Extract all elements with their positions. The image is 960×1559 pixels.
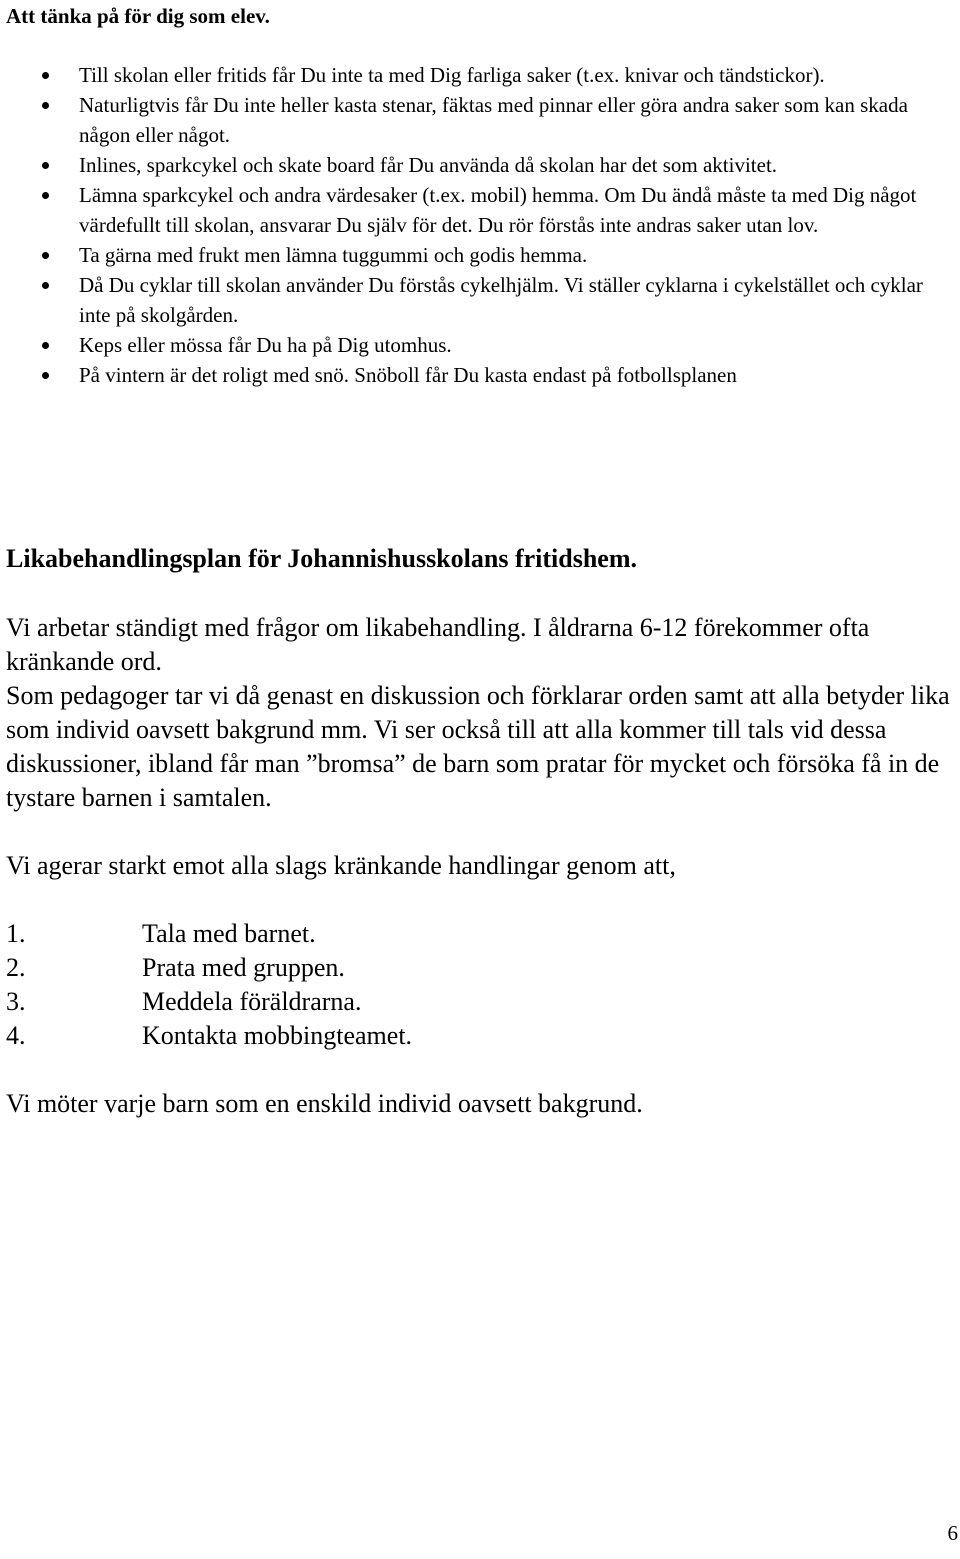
action-step bbox=[6, 951, 412, 985]
rule-item bbox=[0, 330, 950, 360]
paragraph-moter: Vi möter varje barn som en enskild individ oavsett bakgrund. bbox=[6, 1089, 643, 1118]
rule-item bbox=[0, 270, 950, 330]
rule-text: Då Du cyklar till skolan använder Du förstås cykelhjälm. Vi ställer cyklarna i cykelstället och cyklar inte på skolgården. bbox=[79, 273, 923, 327]
action-step bbox=[6, 917, 412, 951]
page-heading: Att tänka på för dig som elev. bbox=[6, 4, 270, 28]
rule-text: Ta gärna med frukt men lämna tuggummi och godis hemma. bbox=[79, 243, 588, 267]
rule-text: Keps eller mössa får Du ha på Dig utomhus. bbox=[79, 333, 452, 357]
step-number: 1. bbox=[6, 919, 26, 948]
rule-text: Naturligtvis får Du inte heller kasta stenar, fäktas med pinnar eller göra andra saker som kan skada någon eller något. bbox=[79, 93, 908, 147]
step-number: 4. bbox=[6, 1021, 26, 1050]
step-number: 2. bbox=[6, 953, 26, 982]
rule-item bbox=[0, 60, 950, 90]
bullet-icon bbox=[42, 252, 49, 259]
action-steps-list bbox=[6, 917, 412, 1053]
step-text: Meddela föräldrarna. bbox=[142, 987, 362, 1016]
bullet-icon bbox=[42, 102, 49, 109]
action-step bbox=[6, 985, 412, 1019]
paragraph-pedagoger: Som pedagoger tar vi då genast en diskussion och förklarar orden samt att alla betyder lika som individ oavsett bakgrund mm. Vi ser också till att alla kommer till tals vid dessa diskussioner, ibland får man ”bromsa” de barn som pratar för mycket och försöka få in de tystare barnen i samtalen. bbox=[6, 681, 950, 812]
rule-text: Till skolan eller fritids får Du inte ta med Dig farliga saker (t.ex. knivar och tändstickor). bbox=[79, 63, 825, 87]
rule-text: Lämna sparkcykel och andra värdesaker (t.ex. mobil) hemma. Om Du ändå måste ta med Dig något värdefullt till skolan, ansvarar Du själv för det. Du rör förstås inte andras saker utan lov. bbox=[79, 183, 917, 237]
rule-item bbox=[0, 240, 950, 270]
bullet-icon bbox=[42, 72, 49, 79]
rules-list bbox=[0, 60, 950, 390]
bullet-icon bbox=[42, 162, 49, 169]
step-number: 3. bbox=[6, 987, 26, 1016]
step-text: Tala med barnet. bbox=[142, 919, 316, 948]
rule-item bbox=[0, 180, 950, 240]
action-step bbox=[6, 1019, 412, 1053]
bullet-icon bbox=[42, 192, 49, 199]
bullet-icon bbox=[42, 372, 49, 379]
section-title: Likabehandlingsplan för Johannishusskolans fritidshem. bbox=[6, 544, 637, 573]
rule-item bbox=[0, 90, 950, 150]
rule-text: På vintern är det roligt med snö. Snöboll får Du kasta endast på fotbollsplanen bbox=[79, 363, 737, 387]
bullet-icon bbox=[42, 342, 49, 349]
paragraph-agerar: Vi agerar starkt emot alla slags kränkande handlingar genom att, bbox=[6, 851, 676, 880]
rule-item bbox=[0, 360, 950, 390]
page-number: 6 bbox=[947, 1521, 958, 1545]
bullet-icon bbox=[42, 282, 49, 289]
step-text: Kontakta mobbingteamet. bbox=[142, 1021, 413, 1050]
step-text: Prata med gruppen. bbox=[142, 953, 345, 982]
rule-text: Inlines, sparkcykel och skate board får Du använda då skolan har det som aktivitet. bbox=[79, 153, 778, 177]
rule-item bbox=[0, 150, 950, 180]
paragraph-likabehandling: Vi arbetar ständigt med frågor om likabehandling. I åldrarna 6-12 förekommer ofta kränkande ord. bbox=[6, 613, 870, 676]
